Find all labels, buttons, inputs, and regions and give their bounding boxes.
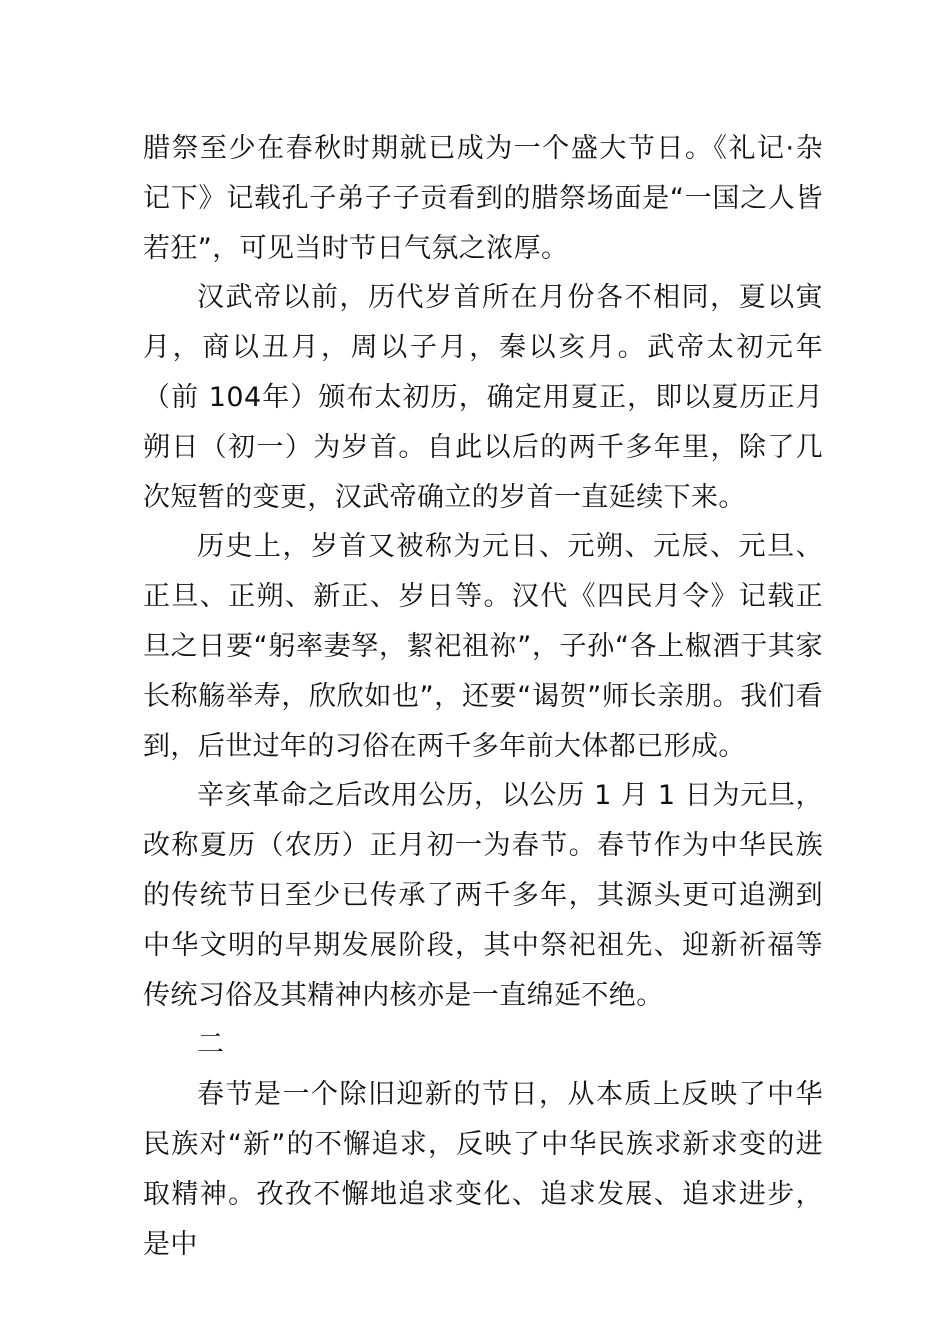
document-body (143, 124, 823, 1269)
paragraph-3: 历史上，岁首又被称为元日、元朔、元辰、元旦、正旦、正朔、新正、岁日等。汉代《四民月令》记载正旦之日要“躬率妻孥，絜祀祖祢”，子孙“各上椒酒于其家长称觞举寿，欣欣如也”，还要“谒贺”师长亲朋。我们看到，后世过年的习俗在两千多年前大体都已形成。 (143, 531, 823, 762)
paragraph-4: 辛亥革命之后改用公历，以公历 1 月 1 日为元旦，改称夏历（农历）正月初一为春节。春节作为中华民族的传统节日至少已传承了两千多年，其源头更可追溯到中华文明的早期发展阶段，其中祭祀祖先、迎新祈福等传统习俗及其精神内核亦是一直绵延不绝。 (143, 780, 823, 1011)
paragraph-2: 汉武帝以前，历代岁首所在月份各不相同，夏以寅月，商以丑月，周以子月，秦以亥月。武帝太初元年（前 104年）颁布太初历，确定用夏正，即以夏历正月朔日（初一）为岁首。自此以后的两千多年里，除了几次短暂的变更，汉武帝确立的岁首一直延续下来。 (143, 282, 823, 513)
section-heading-two: 二 (197, 1029, 225, 1061)
paragraph-1: 腊祭至少在春秋时期就已成为一个盛大节日。《礼记·杂记下》记载孔子弟子子贡看到的腊祭场面是“一国之人皆若狂”，可见当时节日气氛之浓厚。 (143, 133, 823, 264)
paragraph-5: 春节是一个除旧迎新的节日，从本质上反映了中华民族对“新”的不懈追求，反映了中华民族求新求变的进取精神。孜孜不懈地追求变化、追求发展、追求进步，是中 (143, 1079, 823, 1260)
